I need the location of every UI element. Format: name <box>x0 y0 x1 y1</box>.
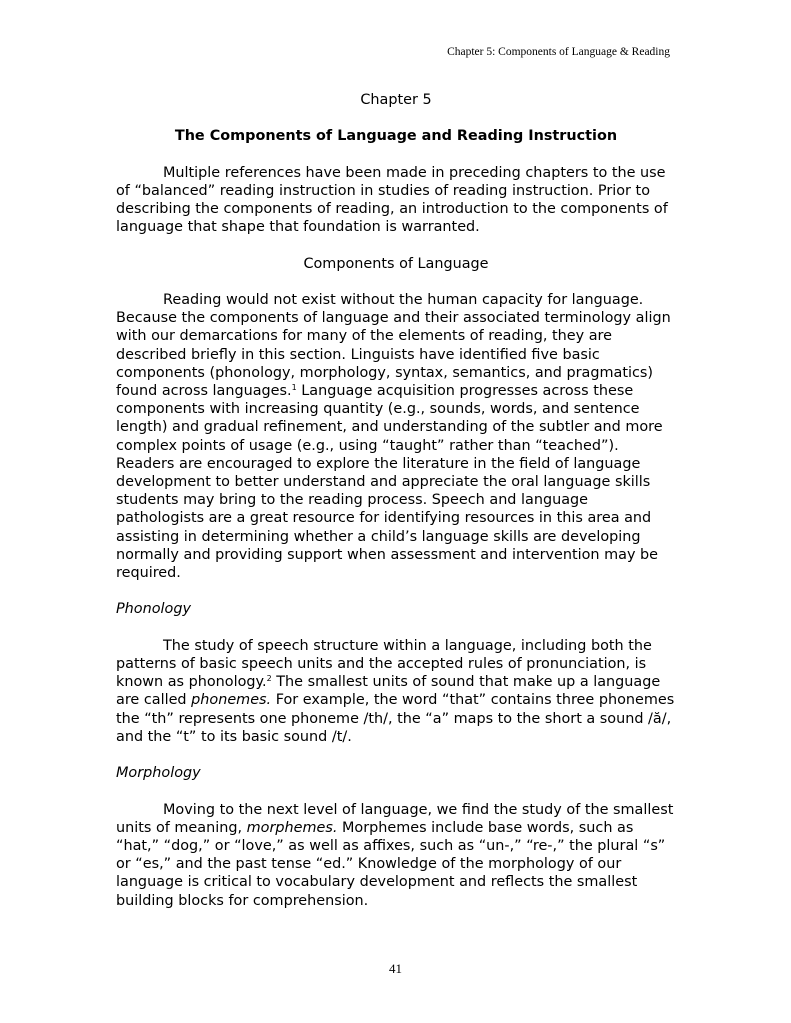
morphology-text-1: Moving to the next level of language, we find the study of the smallest units of meaning, <box>116 801 674 836</box>
page-body <box>116 91 676 910</box>
chapter-label: Chapter 5 <box>360 92 432 108</box>
phonemes-term: phonemes. <box>191 692 272 709</box>
components-paragraph <box>116 291 676 582</box>
page-number: 41 <box>389 961 402 976</box>
section-heading: Components of Language <box>303 255 489 272</box>
intro-paragraph: Multiple references have been made in preceding chapters to the use of “balanced” reading instruction in studies of reading instruction. Prior to describing the components of reading, an introduction to the components of language that shape that foundation is warranted. <box>116 164 668 236</box>
components-text-2: Language acquisition progresses across these components with increasing quantity (e.g., sounds, words, and sentence length) and gradual refinement, and understanding of the subtler and more complex points of usage (e.g., using “taught” rather than “teached”). Readers are encouraged to explore the literature in the field of language development to better understand and appreciate the oral language skills students may bring to the reading process. Speech and language pathologists are a great resource for identifying resources in this area and assisting in determining whether a child’s language skills are developing normally and providing support when assessment and intervention may be required. <box>116 383 663 582</box>
phonology-text-1: The study of speech structure within a language, including both the patterns of basic speech units and the accepted rules of pronunciation, is known as phonology. <box>116 637 652 691</box>
footnote-marker-1: 1 <box>291 383 297 392</box>
footnote-marker-2: 2 <box>266 674 272 684</box>
running-header: Chapter 5: Components of Language & Reading <box>447 46 670 58</box>
phonology-text-3: For example, the word “that” contains three phonemes the “th” represents one phoneme /th/, the “a” maps to the short a sound /ă/, and the “t” to its basic sound /t/. <box>116 692 675 745</box>
morphemes-term: morphemes. <box>246 819 338 836</box>
morphology-text-2: Morphemes include base words, such as “hat,” “dog,” or “love,” as well as affixes, such as “un-,” “re-,” the plural “s” or “es,” and the past tense “ed.” Knowledge of the morphology of our language is critical to vocabulary development and reflects the smallest building blocks for comprehension. <box>116 819 666 909</box>
morphology-heading: Morphology <box>116 765 201 782</box>
phonology-heading: Phonology <box>116 601 191 618</box>
morphology-paragraph <box>116 801 676 910</box>
phonology-paragraph <box>116 637 676 746</box>
chapter-title: The Components of Language and Reading Instruction <box>174 128 618 145</box>
phonology-text-2: The smallest units of sound that make up a language are called <box>116 674 661 709</box>
components-text-1: Reading would not exist without the human capacity for language. Because the components of language and their associated terminology align with our demarcations for many of the elements of reading, they are described briefly in this section. Linguists have identified five basic components (phonology, morphology, syntax, semantics, and pragmatics) found across languages. <box>116 291 671 399</box>
